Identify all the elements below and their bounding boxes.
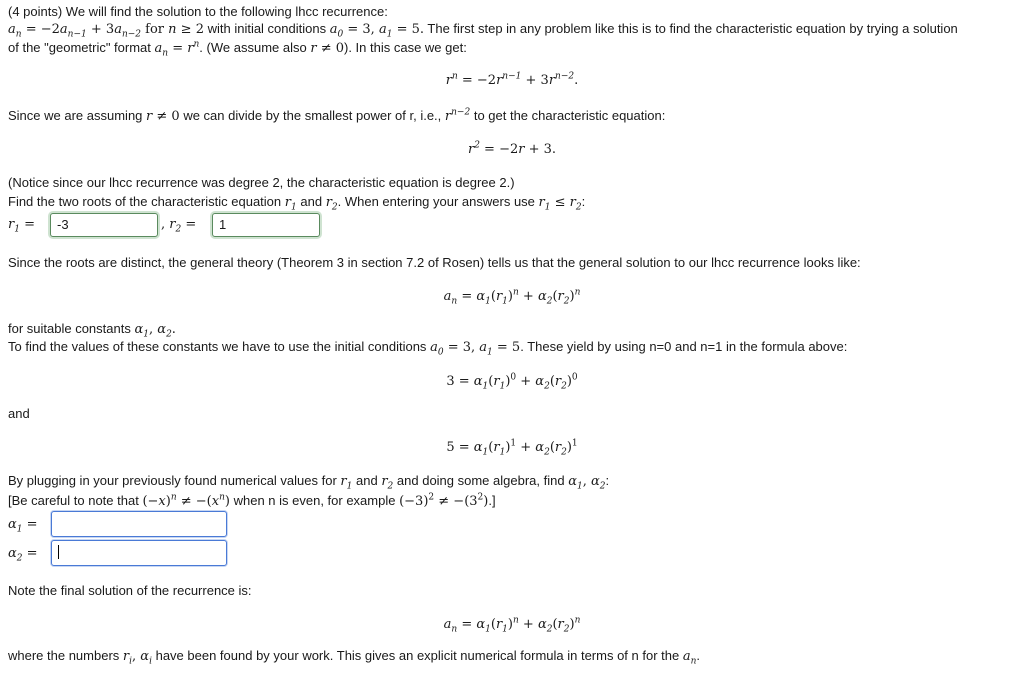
r1-symbol: $r_1$ bbox=[284, 195, 297, 213]
alpha2-answer-input[interactable] bbox=[51, 540, 227, 566]
text-cursor bbox=[58, 545, 59, 559]
r-nonzero: r ≠ 0 bbox=[310, 41, 344, 56]
assume-text: (We assume also bbox=[206, 40, 307, 55]
ordering-condition: $r_1 \le r_2$ bbox=[538, 195, 582, 213]
ri-alphai-symbols: $r_i$, $\alpha_i$ bbox=[122, 649, 152, 667]
equation-general-solution: $a_n = \alpha_1(r_1)^n + \alpha_2(r_2)^n$ bbox=[443, 287, 581, 307]
recurrence-equation: $a_n = -2a_{n-1} + 3a_{n-2}$ for n ≥ 2 bbox=[8, 22, 204, 40]
plugging-and: and bbox=[356, 473, 378, 488]
r2-answer-input[interactable]: 1 bbox=[212, 213, 320, 237]
colon: : bbox=[581, 194, 586, 209]
where-text-a: where the numbers bbox=[8, 648, 120, 663]
and-separator: and bbox=[8, 406, 30, 421]
to-find-text-a: To find the values of these constants we have to use the initial conditions bbox=[8, 339, 427, 354]
plugging-line: By plugging in your previously found numerical values for $r_1$ and $r_2$ and doing some algebra, find $\alpha_1$, $\alpha_2$: bbox=[8, 473, 610, 492]
equation-characteristic: $r^2 = -2r + 3$. bbox=[467, 140, 557, 157]
an-symbol: $a_n$ bbox=[682, 649, 697, 667]
equation-n0: $3 = \alpha_1(r_1)^0 + \alpha_2(r_2)^0$ bbox=[446, 372, 578, 392]
problem-header: (4 points) We will find the solution to the following lhcc recurrence: bbox=[8, 4, 388, 19]
r1-answer-input[interactable]: -3 bbox=[50, 213, 158, 237]
roots-distinct-text: Since the roots are distinct, the general theory (Theorem 3 in section 7.2 of Rosen) tells us that the general solution to our lhcc recurrence looks like: bbox=[8, 255, 861, 270]
equation-characteristic-power: $r^n = -2r^{n-1} + 3r^{n-2}$. bbox=[445, 71, 579, 88]
divide-text-a: Since we are assuming bbox=[8, 108, 143, 123]
note-final-text: Note the final solution of the recurrence is: bbox=[8, 583, 252, 598]
equation-n1: $5 = \alpha_1(r_1)^1 + \alpha_2(r_2)^1$ bbox=[446, 438, 578, 458]
r-nonzero-2: r ≠ 0 bbox=[146, 109, 180, 124]
r2-label: , $r_2$ = bbox=[161, 217, 197, 235]
geometric-text: of the "geometric" format bbox=[8, 40, 151, 55]
initial-conditions-2: $a_0 = 3$, $a_1 = 5$ bbox=[430, 340, 521, 358]
recurrence-with: with initial conditions bbox=[207, 21, 327, 36]
parity-example: $(-3)^2 \ne -(3^2)$ bbox=[399, 492, 489, 509]
and-text: and bbox=[300, 194, 323, 209]
r1-label: $r_1$ = bbox=[8, 217, 35, 235]
plugging-text-a: By plugging in your previously found numerical values for bbox=[8, 473, 337, 488]
initial-conditions: $a_0 = 3$, $a_1 = 5$. bbox=[329, 22, 425, 40]
divide-line bbox=[8, 108, 665, 125]
find-roots-line bbox=[8, 194, 585, 211]
alpha1-answer-input[interactable] bbox=[51, 511, 227, 537]
to-find-text-b: . These yield by using n=0 and n=1 in the formula above: bbox=[520, 339, 848, 354]
geometric-line: of the "geometric" format $a_n = r^n$. (We assume also r ≠ 0). In this case we get: bbox=[8, 39, 467, 59]
careful-line bbox=[8, 493, 496, 510]
equation-final: $a_n = \alpha_1(r_1)^n + \alpha_2(r_2)^n$ bbox=[443, 615, 581, 635]
notice-text: (Notice since our lhcc recurrence was degree 2, the characteristic equation is degree 2.) bbox=[8, 175, 515, 190]
suitable-line bbox=[8, 321, 176, 338]
get-text: ). In this case we get: bbox=[344, 40, 467, 55]
where-line: where the numbers $r_i$, $\alpha_i$ have been found by your work. This gives an explicit numerical formula in terms of n for the $a_n$. bbox=[8, 648, 701, 667]
alpha1-label: $\alpha_1$ = bbox=[8, 517, 38, 535]
careful-text-a: [Be careful to note that bbox=[8, 493, 139, 508]
r2-symbol-2: $r_2$ bbox=[381, 474, 394, 492]
where-text-b: have been found by your work. This gives an explicit numerical formula in terms of n for the bbox=[155, 648, 680, 663]
parity-warning: $(-x)^n \ne -(x^n)$ bbox=[142, 492, 230, 509]
plugging-text-c: and doing some algebra, find bbox=[396, 473, 565, 488]
suitable-text: for suitable constants bbox=[8, 321, 131, 336]
r1-symbol-2: $r_1$ bbox=[340, 474, 353, 492]
alpha-symbols-2: $\alpha_1$, $\alpha_2$ bbox=[568, 474, 606, 492]
smallest-power: $r^{n-2}$ bbox=[444, 107, 471, 124]
entering-text: . When entering your answers use bbox=[337, 194, 535, 209]
divide-text-b: we can divide by the smallest power of r, i.e., bbox=[183, 108, 442, 123]
find-roots-text: Find the two roots of the characteristic equation bbox=[8, 194, 282, 209]
to-find-line bbox=[8, 339, 847, 356]
recurrence-rest: The first step in any problem like this is to find the characteristic equation by trying a solution bbox=[427, 21, 958, 36]
careful-text-b: when n is even, for example bbox=[233, 493, 396, 508]
divide-text-c: to get the characteristic equation: bbox=[473, 108, 666, 123]
alpha2-label: $\alpha_2$ = bbox=[8, 546, 38, 564]
careful-text-c: .] bbox=[488, 493, 496, 508]
recurrence-line bbox=[8, 21, 958, 38]
alpha-symbols: $\alpha_1$, $\alpha_2$. bbox=[134, 322, 176, 340]
r2-symbol: $r_2$ bbox=[325, 195, 338, 213]
geometric-form: $a_n = r^n$ bbox=[154, 39, 200, 59]
